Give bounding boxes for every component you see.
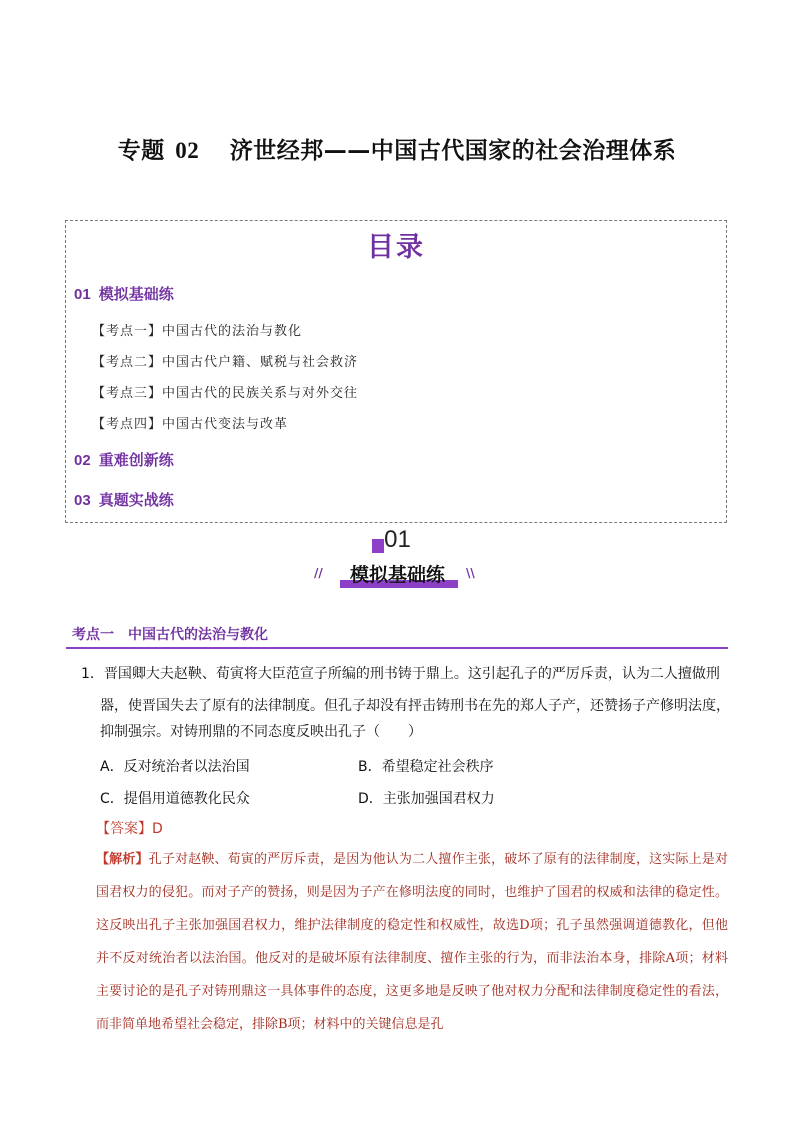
question-text: 晋国卿大夫赵鞅、荀寅将大臣范宣子所编的刑书铸于鼎上。这引起孔子的严厉斥责，认为二人擅做刑 — [103, 666, 720, 682]
option-key: B． — [358, 759, 382, 775]
question-number: 1． — [81, 666, 104, 682]
toc-section-number: 03 — [74, 492, 91, 509]
title-main: 济世经邦——中国古代国家的社会治理体系 — [229, 138, 677, 164]
option-text: 反对统治者以法治国 — [123, 759, 250, 775]
banner-right-decoration: \\ — [466, 566, 475, 580]
title-prefix: 专题 — [117, 138, 165, 164]
toc-section-label: 模拟基础练 — [98, 285, 174, 303]
toc-section-label: 真题实战练 — [98, 491, 174, 509]
option-key: A． — [100, 759, 124, 775]
banner-number: 01 — [384, 526, 411, 553]
toc-section-2[interactable] — [74, 449, 174, 470]
question-line-1 — [81, 658, 731, 690]
toc-item-4[interactable]: 【考点四】中国古代变法与改革 — [92, 417, 289, 432]
option-a[interactable] — [100, 756, 250, 776]
title-number: 02 — [175, 138, 200, 163]
analysis-tag: 【解析】 — [96, 852, 149, 867]
question-line-3: 抑制强宗。对铸刑鼎的不同态度反映出孔子（ ） — [100, 724, 422, 740]
option-key: C． — [100, 791, 124, 807]
analysis — [96, 843, 728, 1041]
option-text: 希望稳定社会秩序 — [381, 759, 494, 775]
banner-title: 模拟基础练 — [349, 564, 445, 586]
toc-section-number: 02 — [74, 452, 91, 469]
option-c[interactable] — [100, 788, 250, 808]
toc-item-1[interactable]: 【考点一】中国古代的法治与教化 — [92, 324, 303, 339]
banner-left-decoration: // — [314, 566, 323, 580]
analysis-text: 孔子对赵鞅、荀寅的严厉斥责，是因为他认为二人擅作主张，破坏了原有的法律制度，这实际上是对国君权力的侵犯。而对子产的赞扬，则是因为子产在修明法度的同时，也维护了国君的权威和法律的稳定性。这反映出孔子主张加强国君权力，维护法律制度的稳定性和权威性，故选D项；孔子虽然强调道德教化，但他并不反对统治者以法治国。他反对的是破坏原有法律制度、擅作主张的行为，而非法治本身，排除A项；材料主要讨论的是孔子对铸刑鼎这一具体事件的态度，这更多地是反映了他对权力分配和法律制度稳定性的看法，而非简单地希望社会稳定，排除B项；材料中的关键信息是孔 — [96, 852, 728, 1032]
toc-section-1[interactable] — [74, 283, 174, 304]
toc-section-label: 重难创新练 — [98, 451, 174, 469]
answer — [96, 818, 163, 838]
question-line-2: 器，使晋国失去了原有的法律制度。但孔子却没有抨击铸刑书在先的郑人子产，还赞扬子产修明法度， — [100, 698, 730, 714]
page-title — [0, 132, 794, 165]
toc-item-2[interactable]: 【考点二】中国古代户籍、赋税与社会救济 — [92, 355, 359, 370]
toc-title: 目录 — [367, 232, 425, 263]
section-banner — [310, 526, 485, 590]
option-d[interactable] — [358, 788, 495, 808]
section-heading-text: 考点一 中国古代的法治与教化 — [72, 627, 268, 643]
answer-tag: 【答案】 — [96, 821, 152, 837]
section-heading — [66, 621, 728, 649]
toc-section-3[interactable] — [74, 489, 174, 510]
option-b[interactable] — [358, 756, 494, 776]
toc-section-number: 01 — [74, 286, 91, 303]
toc-item-3[interactable]: 【考点三】中国古代的民族关系与对外交往 — [92, 386, 359, 401]
table-of-contents — [65, 220, 727, 523]
option-text: 提倡用道德教化民众 — [123, 791, 250, 807]
answer-value: D — [152, 821, 163, 837]
option-key: D． — [358, 791, 383, 807]
option-text: 主张加强国君权力 — [382, 791, 495, 807]
